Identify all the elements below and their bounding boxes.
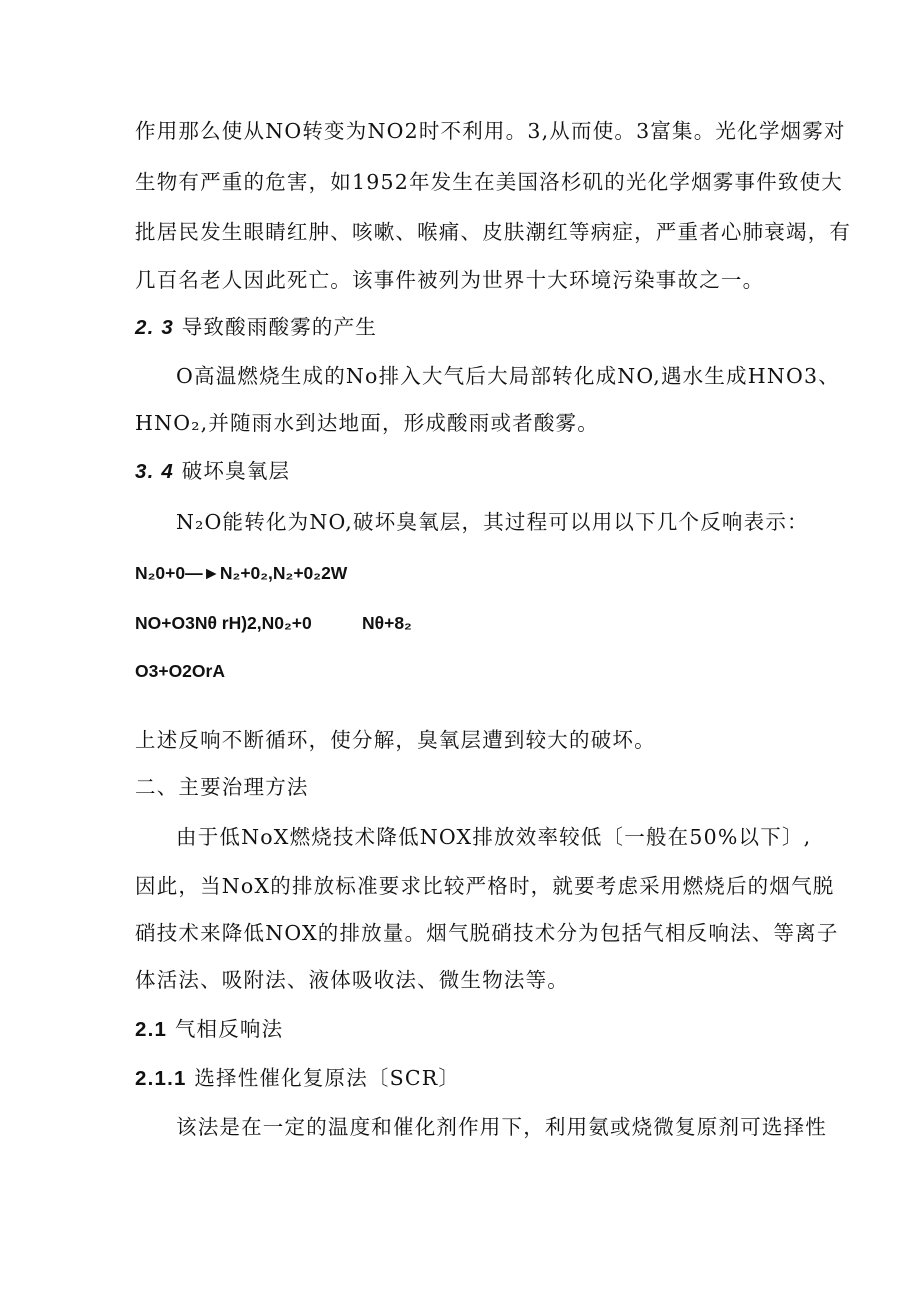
reaction-equation: Nθ+8₂ <box>362 613 412 633</box>
paragraph-line: 体活法、吸附法、液体吸收法、微生物法等。 <box>135 968 569 992</box>
paragraph-line: 因此，当NoX的排放标准要求比较严格时，就要考虑采用燃烧后的烟气脱 <box>135 874 835 898</box>
section-title: 气相反响法 <box>174 1017 284 1041</box>
paragraph-line: HNO₂,并随雨水到达地面，形成酸雨或者酸雾。 <box>135 411 599 435</box>
section-heading <box>135 1064 460 1093</box>
section-title: 选择性催化复原法〔SCR〕 <box>194 1066 461 1090</box>
section-title: 导致酸雨酸雾的产生 <box>181 315 378 339</box>
section-number: 2.1.1 <box>135 1067 187 1090</box>
paragraph-line: O高温燃烧生成的No排入大气后大局部转化成NO,遇水生成HNO3、 <box>176 364 840 388</box>
paragraph-line: 作用那么使从NO转变为NO2时不利用。3,从而使。3富集。光化学烟雾对 <box>135 119 846 143</box>
chapter-heading: 二、主要治理方法 <box>135 775 309 799</box>
paragraph-line: N₂O能转化为NO,破坏臭氧层，其过程可以用以下几个反响表示： <box>176 510 809 534</box>
paragraph-line: 由于低NoX燃烧技术降低NOX排放效率较低〔一般在50%以下〕, <box>176 825 812 849</box>
paragraph-line: 批居民发生眼睛红肿、咳嗽、喉痛、皮肤潮红等病症，严重者心肺衰竭，有 <box>135 220 852 244</box>
reaction-equation: N₂0+0—►N₂+0₂,N₂+0₂2W <box>135 563 348 583</box>
paragraph-line: 该法是在一定的温度和催化剂作用下，利用氨或烧微复原剂可选择性 <box>176 1115 827 1139</box>
paragraph-line: 上述反响不断循环，使分解，臭氧层遭到较大的破坏。 <box>135 728 656 752</box>
section-title: 破坏臭氧层 <box>181 459 291 483</box>
section-number: 2. 3 <box>135 316 174 339</box>
reaction-equation: O3+O2OrA <box>135 661 225 681</box>
paragraph-line: 几百名老人因此死亡。该事件被列为世界十大环境污染事故之一。 <box>135 268 765 292</box>
reaction-equation: NO+O3Nθ rH)2,N0₂+0 <box>135 613 312 633</box>
paragraph-line: 生物有严重的危害，如1952年发生在美国洛杉矶的光化学烟雾事件致使大 <box>135 170 843 194</box>
section-number: 3. 4 <box>135 460 174 483</box>
section-heading <box>135 1015 283 1044</box>
section-heading <box>135 313 377 342</box>
section-heading <box>135 457 290 486</box>
section-number: 2.1 <box>135 1018 168 1041</box>
paragraph-line: 硝技术来降低NOX的排放量。烟气脱硝技术分为包括气相反响法、等离子 <box>135 921 839 945</box>
